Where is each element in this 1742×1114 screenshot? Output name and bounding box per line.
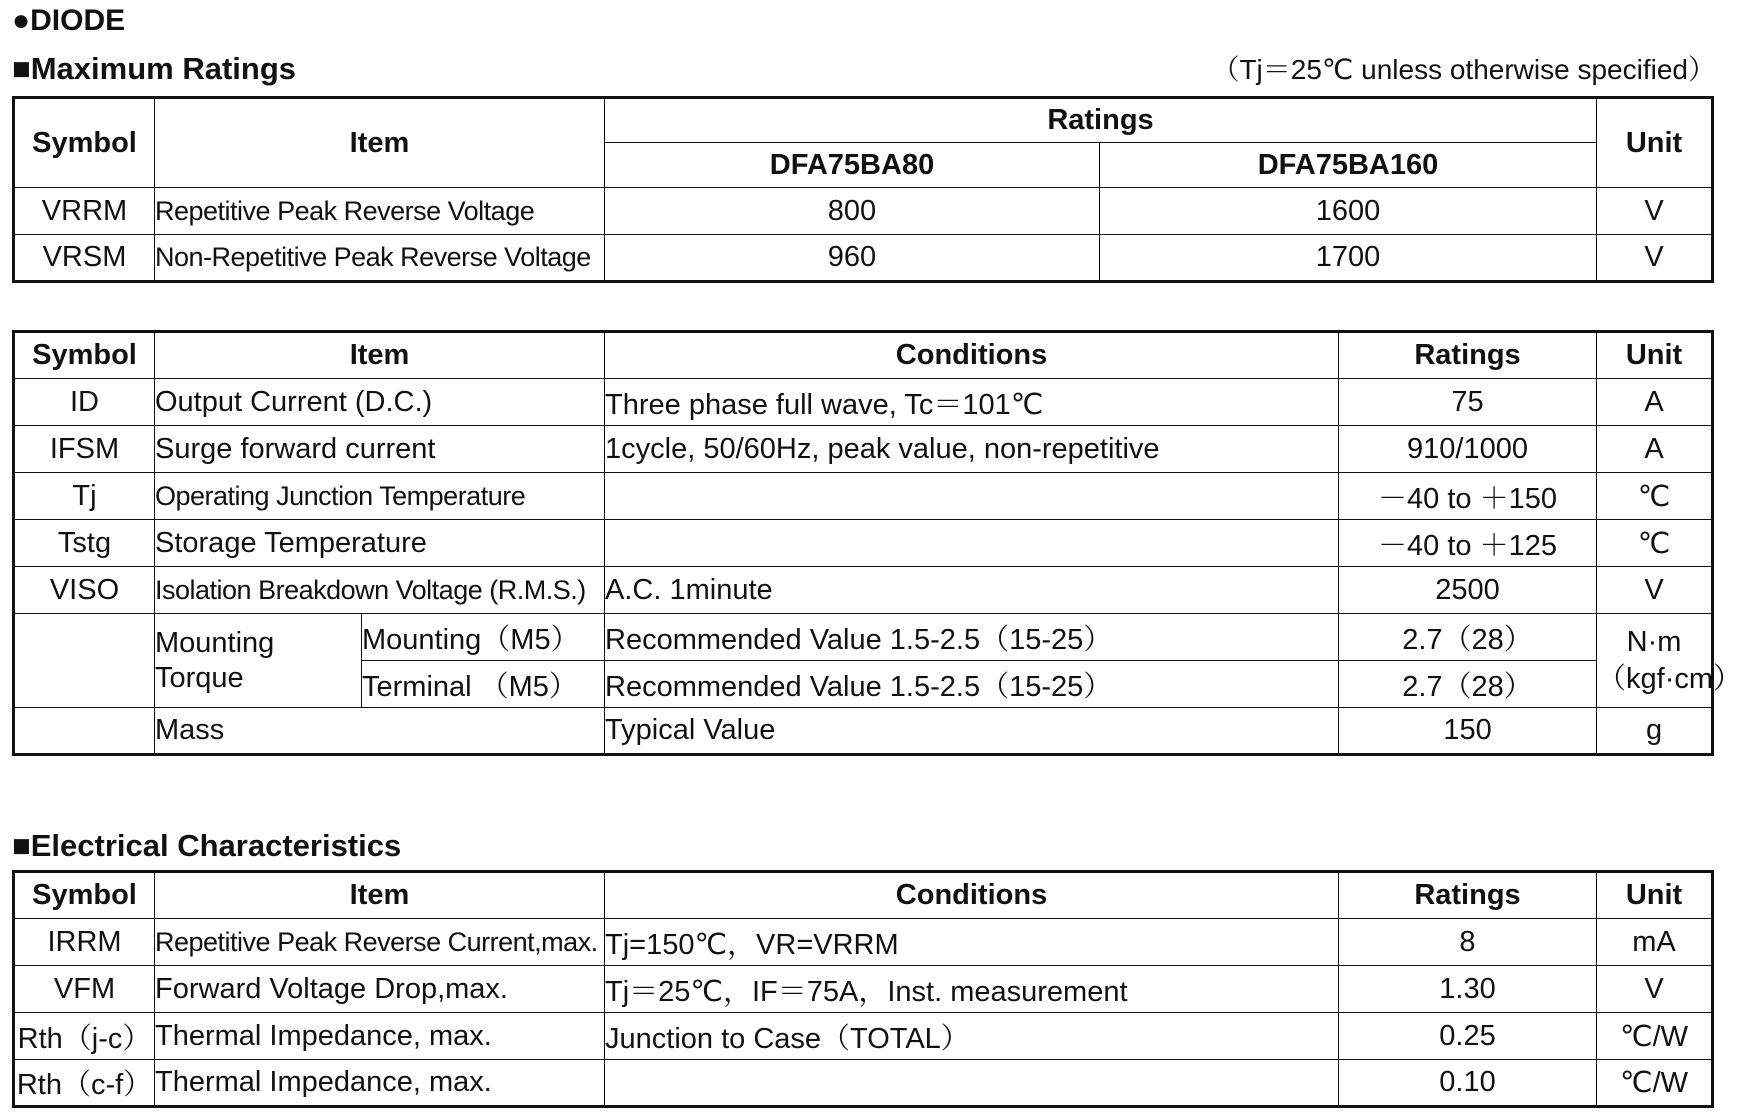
symbol-cell bbox=[14, 708, 155, 755]
section-heading-max-ratings bbox=[12, 53, 296, 84]
table-row bbox=[14, 188, 1713, 235]
symbol-cell: VFM bbox=[14, 966, 155, 1013]
table-row-mass bbox=[14, 708, 1713, 755]
symbol-cell: Rth（c-f） bbox=[14, 1060, 155, 1107]
electrical-characteristics-table bbox=[12, 870, 1714, 1108]
unit-cell: V bbox=[1597, 235, 1713, 282]
rating-cell: 2.7（28） bbox=[1339, 614, 1597, 661]
table-row bbox=[14, 379, 1713, 426]
unit-cell: V bbox=[1597, 188, 1713, 235]
header-model-a: DFA75BA80 bbox=[605, 143, 1100, 188]
header-ratings: Ratings bbox=[1339, 332, 1597, 379]
conditions-cell: A.C. 1minute bbox=[605, 567, 1339, 614]
item-cell: Isolation Breakdown Voltage (R.M.S.) bbox=[155, 567, 605, 614]
rating-cell: 1700 bbox=[1100, 235, 1597, 282]
header-model-b: DFA75BA160 bbox=[1100, 143, 1597, 188]
max-ratings-voltage-table bbox=[12, 96, 1714, 283]
conditions-cell: Recommended Value 1.5-2.5（15-25） bbox=[605, 614, 1339, 661]
unit-cell: g bbox=[1597, 708, 1713, 755]
header-conditions: Conditions bbox=[605, 872, 1339, 919]
symbol-cell: IFSM bbox=[14, 426, 155, 473]
rating-cell: 8 bbox=[1339, 919, 1597, 966]
symbol-cell: Tstg bbox=[14, 520, 155, 567]
header-symbol: Symbol bbox=[14, 872, 155, 919]
item-cell: Output Current (D.C.) bbox=[155, 379, 605, 426]
unit-cell: ℃/W bbox=[1597, 1060, 1713, 1107]
table-row-torque-mounting bbox=[14, 614, 1713, 661]
symbol-cell: VISO bbox=[14, 567, 155, 614]
rating-cell: 150 bbox=[1339, 708, 1597, 755]
header-unit: Unit bbox=[1597, 332, 1713, 379]
torque-unit-cell bbox=[1597, 614, 1742, 708]
conditions-cell: Recommended Value 1.5-2.5（15-25） bbox=[605, 661, 1339, 708]
rating-cell: 910/1000 bbox=[1339, 426, 1597, 473]
item-cell: Storage Temperature bbox=[155, 520, 605, 567]
torque-label-line2: Torque bbox=[155, 661, 244, 694]
section-heading-diode bbox=[12, 6, 125, 36]
rating-cell: 2.7（28） bbox=[1339, 661, 1597, 708]
torque-label-line1: Mounting bbox=[155, 626, 275, 659]
header-symbol: Symbol bbox=[14, 98, 155, 188]
conditions-cell: Tj＝25℃，IF＝75A，Inst. measurement bbox=[605, 966, 1339, 1013]
item-cell: Mass bbox=[155, 708, 605, 755]
table-row bbox=[14, 520, 1713, 567]
symbol-cell-empty bbox=[14, 614, 155, 708]
torque-unit-line1: N·m bbox=[1626, 626, 1682, 659]
unit-cell: ℃ bbox=[1597, 520, 1713, 567]
header-item: Item bbox=[155, 98, 605, 188]
unit-cell: V bbox=[1597, 966, 1713, 1013]
rating-cell: 960 bbox=[605, 235, 1100, 282]
symbol-cell: VRSM bbox=[14, 235, 155, 282]
rating-cell: 1600 bbox=[1100, 188, 1597, 235]
header-item: Item bbox=[155, 872, 605, 919]
unit-cell: mA bbox=[1597, 919, 1713, 966]
item-cell: Thermal Impedance, max. bbox=[155, 1013, 605, 1060]
unit-cell: A bbox=[1597, 426, 1713, 473]
conditions-cell: Tj=150℃，VR=VRRM bbox=[605, 919, 1339, 966]
table-row bbox=[14, 1013, 1713, 1060]
conditions-cell: 1cycle, 50/60Hz, peak value, non-repetitive bbox=[605, 426, 1339, 473]
conditions-cell bbox=[605, 1060, 1339, 1107]
table-row bbox=[14, 966, 1713, 1013]
square-bullet-icon: ■ bbox=[12, 51, 31, 86]
table-row bbox=[14, 426, 1713, 473]
symbol-cell: VRRM bbox=[14, 188, 155, 235]
rating-cell: 0.25 bbox=[1339, 1013, 1597, 1060]
table-row bbox=[14, 473, 1713, 520]
item-cell: Operating Junction Temperature bbox=[155, 473, 605, 520]
unit-cell: ℃ bbox=[1597, 473, 1713, 520]
rating-cell: －40 to ＋125 bbox=[1339, 520, 1597, 567]
header-symbol: Symbol bbox=[14, 332, 155, 379]
rating-cell: 1.30 bbox=[1339, 966, 1597, 1013]
rating-cell: 75 bbox=[1339, 379, 1597, 426]
header-unit: Unit bbox=[1597, 872, 1713, 919]
conditions-cell: Three phase full wave, Tc＝101℃ bbox=[605, 379, 1339, 426]
table-row bbox=[14, 567, 1713, 614]
torque-label-cell bbox=[155, 614, 362, 708]
table-row bbox=[14, 919, 1713, 966]
conditions-cell bbox=[605, 520, 1339, 567]
table-row bbox=[14, 1060, 1713, 1107]
square-bullet-icon: ■ bbox=[12, 828, 31, 863]
symbol-cell: ID bbox=[14, 379, 155, 426]
item-cell: Repetitive Peak Reverse Current,max. bbox=[155, 919, 605, 966]
conditions-cell: Typical Value bbox=[605, 708, 1339, 755]
torque-sub-item: Terminal （M5） bbox=[362, 661, 605, 708]
circle-bullet-icon: ● bbox=[12, 4, 31, 37]
electrical-title: Electrical Characteristics bbox=[30, 828, 402, 863]
item-cell: Repetitive Peak Reverse Voltage bbox=[155, 188, 605, 235]
symbol-cell: Tj bbox=[14, 473, 155, 520]
diode-title: DIODE bbox=[30, 4, 126, 37]
item-cell: Non-Repetitive Peak Reverse Voltage bbox=[155, 235, 605, 282]
table-row bbox=[14, 235, 1713, 282]
header-unit: Unit bbox=[1597, 98, 1713, 188]
unit-cell: V bbox=[1597, 567, 1713, 614]
rating-cell: －40 to ＋150 bbox=[1339, 473, 1597, 520]
conditions-cell bbox=[605, 473, 1339, 520]
unit-cell: A bbox=[1597, 379, 1713, 426]
header-ratings: Ratings bbox=[1339, 872, 1597, 919]
max-ratings-general-table bbox=[12, 330, 1742, 756]
section-heading-electrical bbox=[12, 830, 401, 861]
symbol-cell: Rth（j-c） bbox=[14, 1013, 155, 1060]
rating-cell: 2500 bbox=[1339, 567, 1597, 614]
conditions-cell: Junction to Case（TOTAL） bbox=[605, 1013, 1339, 1060]
torque-unit-line2: （kgf·cm） bbox=[1597, 662, 1742, 695]
max-ratings-title: Maximum Ratings bbox=[30, 51, 297, 86]
symbol-cell: IRRM bbox=[14, 919, 155, 966]
item-cell: Thermal Impedance, max. bbox=[155, 1060, 605, 1107]
item-cell: Forward Voltage Drop,max. bbox=[155, 966, 605, 1013]
header-item: Item bbox=[155, 332, 605, 379]
header-conditions: Conditions bbox=[605, 332, 1339, 379]
unit-cell: ℃/W bbox=[1597, 1013, 1713, 1060]
rating-cell: 800 bbox=[605, 188, 1100, 235]
item-cell: Surge forward current bbox=[155, 426, 605, 473]
condition-note: （Tj＝25℃ unless otherwise specified） bbox=[1211, 54, 1716, 85]
header-ratings: Ratings bbox=[605, 98, 1597, 143]
torque-sub-item: Mounting（M5） bbox=[362, 614, 605, 661]
rating-cell: 0.10 bbox=[1339, 1060, 1597, 1107]
